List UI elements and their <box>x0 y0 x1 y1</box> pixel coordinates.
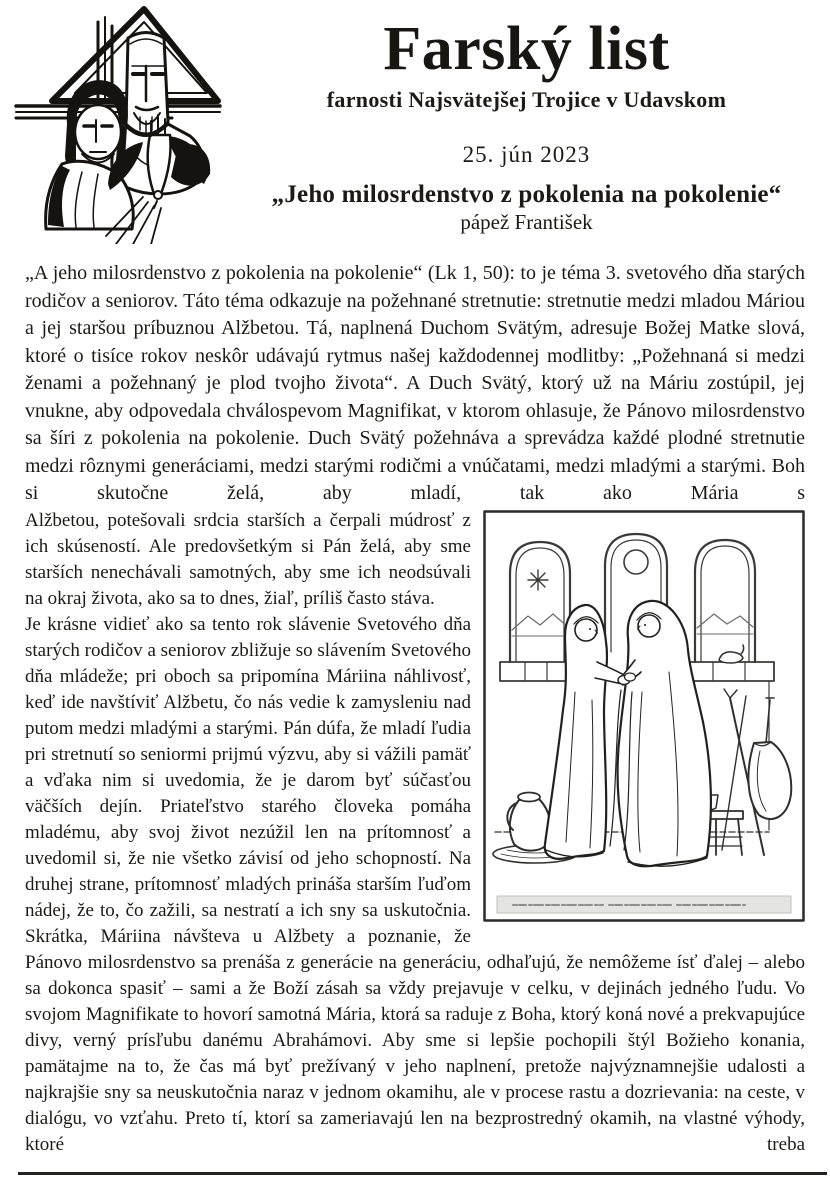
masthead <box>235 15 818 235</box>
star-icon <box>528 570 548 590</box>
newsletter-subtitle: farnosti Najsvätejšej Trojice v Udavskom <box>326 87 727 112</box>
holy-trinity-woodcut-icon <box>12 4 224 244</box>
visitation-scene-icon <box>483 510 805 922</box>
quote-author: pápež František <box>460 210 593 234</box>
paragraph-1-wrap: Alžbetou, potešovali srdcia starších a čerpali múdrosť z ich skúseností. Ale predovšetkým si Pán želá, aby sme starších nenechávali samotných, aby sme ich neodsúvali na okraj života, ako sa to dnes, žiaľ, príliš často stáva. <box>25 509 471 609</box>
headline-quote: „Jeho milosrdenstvo z pokolenia na pokolenie“ <box>271 181 782 208</box>
parish-logo <box>12 4 224 244</box>
issue-date: 25. jún 2023 <box>462 142 591 167</box>
visitation-illustration <box>483 510 805 922</box>
paragraph-2: Je krásne vidieť ako sa tento rok slávenie Svetového dňa starých rodičov a seniorov zbližuje so slávením Svetového dňa mládeže; pri oboch sa pripomína Máriina náhlivosť, keď ide navštíviť Alžbetu, čo nás vedie k zamysleniu nad putom medzi mladými a starými. Pán dúfa, že mladí ľudia pri stretnutí so seniormi prijmú výzvu, aby si vážili pamäť a vďaka nim si uvedomia, že je darom byť súčasťou väčších dejín. Priateľstvo starého človeka pomáha mladému, aby svoj život nezúžil len na prítomnosť a uvedomil si, že nie všetko závisí od jeho schopností. Na druhej strane, prítomnosť mladých prináša starším ľuďom nádej, že to, čo zažili, sa nestratí a ich sny sa uskutočnia. Skrátka, Máriina návšteva u Alžbety a poznanie, že Pánovo milosrdenstvo sa prenáša z generácie na generáciu, odhaľujú, že nemôžeme ísť ďalej – alebo sa dokonca spasiť – sami a že Boží zásah sa vždy prejavuje v celku, v dejinách jedného ľudu. Vo svojom Magnifikate to hovorí samotná Mária, ktorá sa raduje z Boha, ktorý koná nové a prekvapujúce divy, verný prísľubu danému Abrahámovi. Aby sme si lepšie pochopili štýl Božieho konania, pamätajme na to, že čas má byť prežívaný v jeho naplnení, pretože najvýznamnejšie udalosti a najkrajšie sny sa neuskutočnia naraz v jednom okamihu, ale v procese rastu a dozrievania: na ceste, v dialógu, vo vzťahu. Preto tí, ktorí sa zameriavajú len na bezprostredný okamih, na vlastné výhody, ktoré treba <box>25 613 805 1155</box>
page-header <box>0 0 830 252</box>
image-caption-strip <box>497 896 791 913</box>
newsletter-title: Farský list <box>383 15 670 83</box>
article-body <box>0 260 830 1158</box>
text-flow <box>25 508 805 1158</box>
bottom-divider <box>18 1172 827 1175</box>
paragraph-1-start: „A jeho milosrdenstvo z pokolenia na pokolenie“ (Lk 1, 50): to je téma 3. svetového dňa starých rodičov a seniorov. Táto téma odkazuje na požehnané stretnutie: stretnutie medzi mladou Máriou a jej staršou príbuznou Alžbetou. Tá, naplnená Duchom Svätým, adresuje Božej Matke slová, ktoré o tisíce rokov neskôr udávajú rytmus našej každodennej modlitby: „Požehnaná si medzi ženami a požehnaný je plod tvojho života“. A Duch Svätý, ktorý už na Máriu zostúpil, jej vnukne, aby odpovedala chválospevom Magnifikat, v ktorom ohlasuje, že Pánovo milosrdenstvo sa šíri z pokolenia na pokolenie. Duch Svätý požehnáva a sprevádza každé plodné stretnutie medzi rôznymi generáciami, medzi starými rodičmi a vnúčatami, medzi mladými a starými. Boh si skutočne želá, aby mladí, tak ako Mária s <box>25 262 805 504</box>
father-figure <box>126 33 168 137</box>
